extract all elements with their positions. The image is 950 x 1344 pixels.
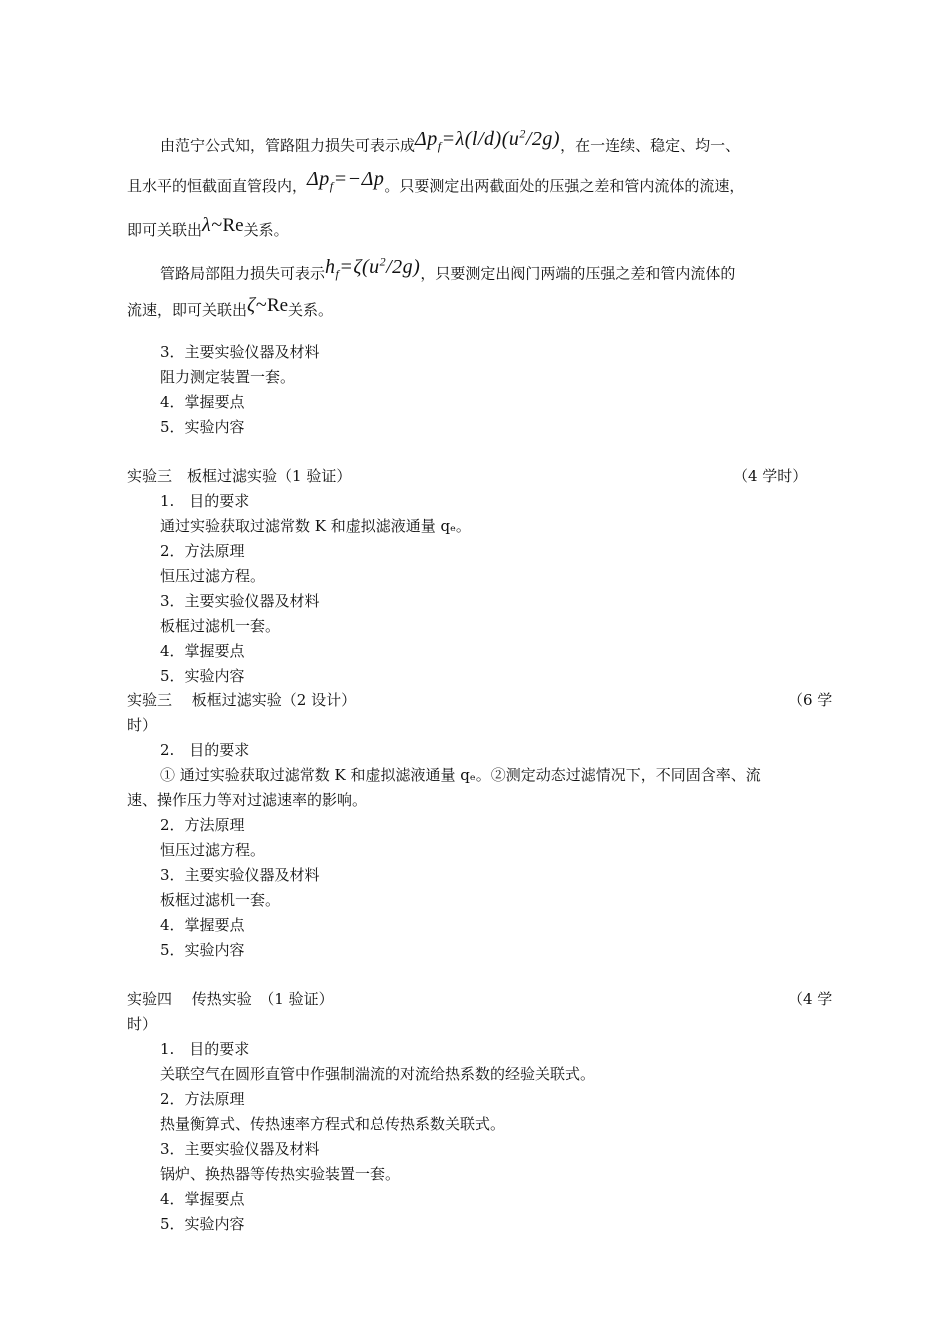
- sec1-item3: 3．主要实验仪器及材料: [160, 343, 320, 361]
- formula-re: Re: [266, 295, 289, 316]
- exp4-item5: 5．实验内容: [160, 1215, 245, 1233]
- exp4-item2-text: 热量衡算式、传热速率方程式和总传热系数关联式。: [160, 1115, 506, 1133]
- exp4-item1-text: 关联空气在圆形直管中作强制湍流的对流给热系数的经验关联式。: [160, 1065, 596, 1083]
- formula-pressure-drop: $\Delta p_f=-\Delta p$: [307, 168, 385, 193]
- exp3b-title: 实验三 板框过滤实验（2 设计）: [127, 691, 357, 709]
- para1-line1: [160, 128, 740, 163]
- exp3b-item1-text: ① 通过实验获取过滤常数 K 和虚拟滤液通量 qₑ。②测定动态过滤情况下，不同固含率、流: [160, 766, 761, 784]
- text: 关系。: [288, 301, 334, 319]
- exp3b-item3: 3．主要实验仪器及材料: [160, 866, 320, 884]
- text: 。只要测定出两截面处的压强之差和管内流体的流速，: [384, 177, 745, 195]
- formula-local-loss: $h_f=\zeta(u^2/2g)$: [325, 254, 421, 281]
- text: 关系。: [243, 221, 289, 239]
- exp3b-item2-text: 恒压过滤方程。: [160, 841, 266, 859]
- para2-line1: [160, 256, 735, 291]
- exp3a-item3: 3．主要实验仪器及材料: [160, 592, 320, 610]
- exp3b-item1: 2. 目的要求: [160, 741, 250, 759]
- exp3b-item5: 5．实验内容: [160, 941, 245, 959]
- text: 流速，即可关联出: [127, 301, 248, 319]
- sec1-item5: 5．实验内容: [160, 418, 245, 436]
- formula-fanning: $\Delta p_f=\lambda(l/d)(u^2/2g)$: [415, 126, 561, 153]
- formula-lambda-re: λ~: [202, 214, 223, 236]
- sec1-item3-text: 阻力测定装置一套。: [160, 368, 296, 386]
- exp3a-item1: 1. 目的要求: [160, 492, 250, 510]
- text: 即可关联出: [127, 221, 203, 239]
- exp4-item3: 3．主要实验仪器及材料: [160, 1140, 320, 1158]
- exp3b-item2: 2．方法原理: [160, 816, 245, 834]
- text: ，在一连续、稳定、均一、: [560, 136, 741, 155]
- exp4-title: 实验四 传热实验 （1 验证）: [127, 990, 334, 1008]
- exp3a-item2-text: 恒压过滤方程。: [160, 567, 266, 585]
- exp3a-item4: 4．掌握要点: [160, 642, 245, 660]
- exp3a-item1-text: 通过实验获取过滤常数 K 和虚拟滤液通量 qₑ。: [160, 517, 471, 535]
- exp3b-item1-text-cont: 速、操作压力等对过滤速率的影响。: [127, 791, 368, 809]
- exp3b-hours-cont: 时）: [127, 716, 158, 734]
- exp3b-item3-text: 板框过滤机一套。: [160, 891, 281, 909]
- text: 由范宁公式知，管路阻力损失可表示成: [160, 136, 416, 155]
- para2-line2: [127, 294, 334, 321]
- para1-line3: [127, 214, 289, 241]
- para1-line2: [127, 168, 745, 203]
- formula-zeta-re: ζ~: [247, 294, 267, 316]
- exp3a-hours: （4 学时）: [733, 467, 808, 485]
- exp4-item3-text: 锅炉、换热器等传热实验装置一套。: [160, 1165, 401, 1183]
- exp3a-title: 实验三 板框过滤实验（1 验证）: [127, 467, 352, 485]
- exp3a-item2: 2．方法原理: [160, 542, 245, 560]
- exp3a-item5: 5．实验内容: [160, 667, 245, 685]
- exp3b-hours: （6 学: [788, 691, 833, 709]
- text: 管路局部阻力损失可表示: [160, 264, 326, 283]
- exp4-item2: 2．方法原理: [160, 1090, 245, 1108]
- exp3a-item3-text: 板框过滤机一套。: [160, 617, 281, 635]
- exp4-item4: 4．掌握要点: [160, 1190, 245, 1208]
- exp4-item1: 1. 目的要求: [160, 1040, 250, 1058]
- sec1-item4: 4．掌握要点: [160, 393, 245, 411]
- exp4-hours: （4 学: [788, 990, 833, 1008]
- exp4-hours-cont: 时）: [127, 1015, 158, 1033]
- exp3b-item4: 4．掌握要点: [160, 916, 245, 934]
- formula-re: Re: [222, 215, 244, 236]
- text: 且水平的恒截面直管段内，: [127, 177, 308, 195]
- text: ，只要测定出阀门两端的压强之差和管内流体的: [420, 264, 736, 283]
